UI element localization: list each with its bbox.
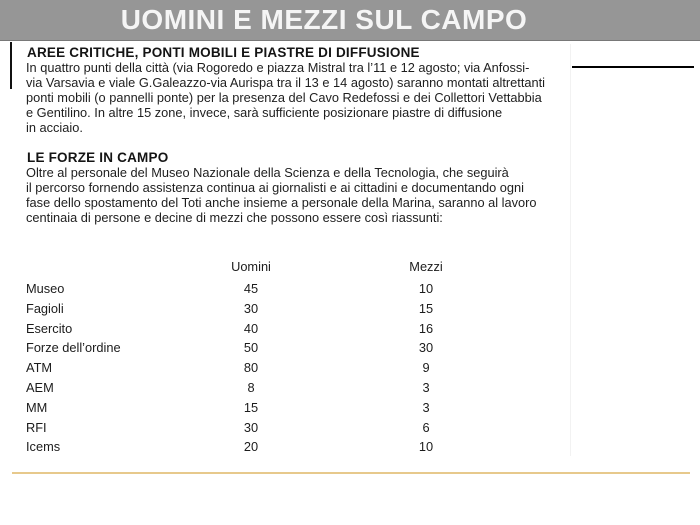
table-row bbox=[26, 398, 546, 418]
column-header-mezzi: Mezzi bbox=[409, 259, 443, 274]
table-cell-mezzi: 9 bbox=[422, 360, 430, 376]
table-body bbox=[26, 279, 546, 457]
table-cell-mezzi: 6 bbox=[422, 419, 430, 435]
text-line: In quattro punti della città (via Rogoredo e piazza Mistral tra l’11 e 12 agosto; via Anfossi- bbox=[26, 60, 530, 75]
table-cell-uomini: 40 bbox=[243, 320, 259, 336]
table-cell-uomini: 30 bbox=[243, 300, 259, 316]
table-cell-mezzi: 15 bbox=[418, 300, 434, 316]
table-cell-uomini: 20 bbox=[243, 439, 259, 455]
text-line: ponti mobili (o pannelli ponte) per la presenza del Cavo Redefossi e dei Collettori Vettabbia bbox=[26, 89, 542, 105]
table-row bbox=[26, 279, 546, 299]
table-cell-label: MM bbox=[26, 399, 48, 415]
text-line: via Varsavia e viale G.Galeazzo-via Aurispa tra il 13 e 14 agosto) saranno montati altrettanti bbox=[26, 74, 546, 90]
table-cell-mezzi: 10 bbox=[418, 439, 434, 455]
paragraph-forze-in-campo bbox=[26, 166, 586, 226]
text-line: Oltre al personale del Museo Nazionale della Scienza e della Tecnologia, che seguirà bbox=[26, 165, 509, 180]
table-header-row bbox=[26, 255, 546, 279]
text-line: in acciaio. bbox=[26, 119, 83, 135]
table-cell-label: Fagioli bbox=[26, 300, 64, 316]
table-cell-mezzi: 10 bbox=[418, 281, 434, 296]
text-line: centinaia di persone e decine di mezzi che possono essere così riassunti: bbox=[26, 209, 443, 225]
section-heading-aree-critiche: AREE CRITICHE, PONTI MOBILI E PIASTRE DI DIFFUSIONE bbox=[27, 45, 420, 60]
table-cell-mezzi: 3 bbox=[422, 379, 430, 395]
table-cell-label: Museo bbox=[26, 281, 65, 296]
table-cell-uomini: 8 bbox=[247, 379, 255, 395]
left-margin-tick bbox=[10, 42, 12, 89]
table-cell-uomini: 15 bbox=[243, 399, 259, 415]
paragraph-aree-critiche bbox=[26, 61, 586, 136]
table-cell-uomini: 80 bbox=[243, 360, 259, 376]
table-row bbox=[26, 378, 546, 398]
table-cell-mezzi: 16 bbox=[418, 320, 434, 336]
table-cell-label: RFI bbox=[26, 419, 47, 435]
table-row bbox=[26, 437, 546, 457]
top-right-rule bbox=[572, 66, 694, 68]
text-line: fase dello spostamento del Toti anche insieme a personale della Marina, saranno al lavoro bbox=[26, 194, 537, 210]
table-cell-label: Forze dell’ordine bbox=[26, 340, 121, 356]
table-cell-label: Esercito bbox=[26, 320, 73, 336]
page-title: UOMINI E MEZZI SUL CAMPO bbox=[120, 4, 528, 35]
table-cell-mezzi: 3 bbox=[422, 399, 430, 415]
table-row bbox=[26, 418, 546, 438]
table-row bbox=[26, 299, 546, 319]
table-cell-label: ATM bbox=[26, 360, 53, 376]
table-cell-mezzi: 30 bbox=[418, 340, 434, 356]
table-row bbox=[26, 338, 546, 358]
bottom-divider-line bbox=[12, 472, 690, 474]
table-cell-uomini: 45 bbox=[243, 281, 259, 296]
section-heading-forze-in-campo: LE FORZE IN CAMPO bbox=[27, 150, 169, 165]
column-header-uomini: Uomini bbox=[231, 259, 271, 274]
title-banner bbox=[0, 0, 700, 41]
table-cell-label: Icems bbox=[26, 439, 61, 455]
table-row bbox=[26, 319, 546, 339]
table-header-spacer bbox=[26, 255, 191, 279]
table-cell-uomini: 30 bbox=[243, 419, 259, 435]
table-row bbox=[26, 358, 546, 378]
forces-table bbox=[26, 255, 546, 457]
text-line: il percorso fornendo assistenza continua ai giornalisti e ai cittadini e documentando ogni bbox=[26, 179, 524, 195]
table-cell-label: AEM bbox=[26, 379, 54, 395]
table-cell-uomini: 50 bbox=[243, 340, 259, 356]
text-line: e Gentilino. In altre 15 zone, invece, sarà sufficiente posizionare piastre di diffusione bbox=[26, 104, 503, 120]
